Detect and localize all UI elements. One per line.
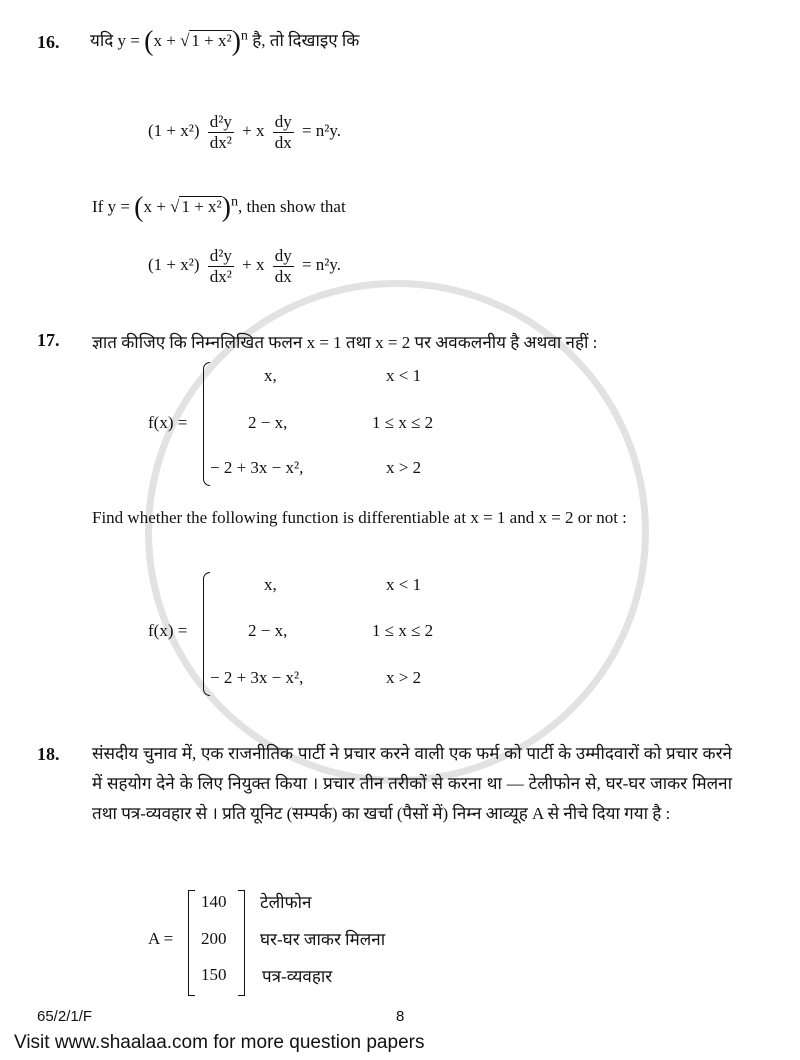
- math: x +: [153, 30, 176, 50]
- question-number: 18.: [37, 744, 60, 764]
- matrix-right-bracket: [238, 890, 245, 996]
- math: n: [230, 193, 239, 210]
- matrix-row-label: पत्र-व्यवहार: [262, 967, 333, 986]
- paper-code: 65/2/1/F: [37, 1008, 93, 1025]
- case-condition: x < 1: [386, 366, 422, 385]
- left-brace: [203, 362, 210, 486]
- math: dx²: [209, 132, 232, 152]
- math: dx: [274, 266, 292, 286]
- q17-hindi-statement: ज्ञात कीजिए कि निम्नलिखित फलन x = 1 तथा x = 2 पर अवकलनीय है अथवा नहीं :: [92, 333, 598, 352]
- math: x +: [143, 196, 166, 216]
- text: है, तो दिखाइए कि: [252, 30, 360, 50]
- case-expression: 2 − x,: [248, 621, 288, 640]
- math: y =: [107, 196, 130, 216]
- page-number: 8: [396, 1008, 405, 1025]
- case-condition: 1 ≤ x ≤ 2: [372, 621, 434, 640]
- math: 1 + x²: [191, 30, 232, 50]
- case-condition: 1 ≤ x ≤ 2: [372, 413, 434, 432]
- math: (1 + x²): [148, 120, 200, 140]
- text: , then show that: [238, 196, 346, 216]
- math: d²y: [209, 246, 232, 265]
- piecewise-label: f(x) =: [148, 413, 188, 432]
- math: + x: [242, 254, 265, 274]
- math: dx: [274, 132, 292, 152]
- math: = n²y.: [301, 254, 342, 274]
- math: 1 + x²: [181, 196, 222, 216]
- case-expression: x,: [264, 575, 277, 594]
- math: dx²: [209, 266, 232, 286]
- matrix-row-label: टेलीफोन: [260, 893, 312, 912]
- matrix-value: 140: [201, 892, 227, 911]
- q16-hindi-statement: यदि y = (x + √ 1 + x²)$^n$ है, तो दिखाइए कि: [90, 26, 360, 57]
- case-expression: x,: [264, 366, 277, 385]
- q16-english-statement: If y = (x + √ 1 + x²)$^n$, then show that: [92, 192, 346, 223]
- case-expression: 2 − x,: [248, 413, 288, 432]
- text: यदि: [90, 30, 114, 50]
- case-condition: x > 2: [386, 458, 422, 477]
- math: (1 + x²): [148, 254, 200, 274]
- matrix-row-label: घर-घर जाकर मिलना: [260, 930, 386, 949]
- q16-equation-hindi: [148, 112, 341, 152]
- question-number: 17.: [37, 330, 60, 350]
- math: y =: [117, 30, 140, 50]
- case-condition: x < 1: [386, 575, 422, 594]
- matrix-value: 200: [201, 929, 227, 948]
- visit-link[interactable]: Visit www.shaalaa.com for more question papers: [14, 1032, 425, 1053]
- matrix-label: A =: [148, 929, 174, 948]
- math: d²y: [209, 112, 232, 131]
- matrix-value: 150: [201, 965, 227, 984]
- matrix-left-bracket: [188, 890, 195, 996]
- math: n: [240, 27, 248, 44]
- q18-hindi-statement: संसदीय चुनाव में, एक राजनीतिक पार्टी ने प्रचार करने वाली एक फर्म को पार्टी के उम्मीदवारों को प्रचार करने में सहयोग देने के लिए नियुक्त किया । प्रचार तीन तरीकों से करना था — टेलीफोन से, घर-घर जाकर मिलना तथा पत्र-व्यवहार से । प्रति यूनिट (सम्पर्क) का खर्चा (पैसों में) निम्न आव्यूह A से नीचे दिया गया है :: [92, 744, 732, 823]
- piecewise-label: f(x) =: [148, 621, 188, 640]
- math: dy: [274, 112, 292, 131]
- q16-equation-english: [148, 246, 341, 286]
- left-brace: [203, 572, 210, 696]
- q17-english-statement: Find whether the following function is differentiable at x = 1 and x = 2 or not :: [92, 508, 627, 527]
- case-condition: x > 2: [386, 668, 422, 687]
- question-number: 16.: [37, 32, 60, 52]
- math: dy: [274, 246, 292, 265]
- case-expression: − 2 + 3x − x²,: [210, 668, 304, 687]
- math: = n²y.: [301, 120, 342, 140]
- case-expression: − 2 + 3x − x²,: [210, 458, 304, 477]
- math: + x: [242, 120, 265, 140]
- text: If: [92, 196, 104, 216]
